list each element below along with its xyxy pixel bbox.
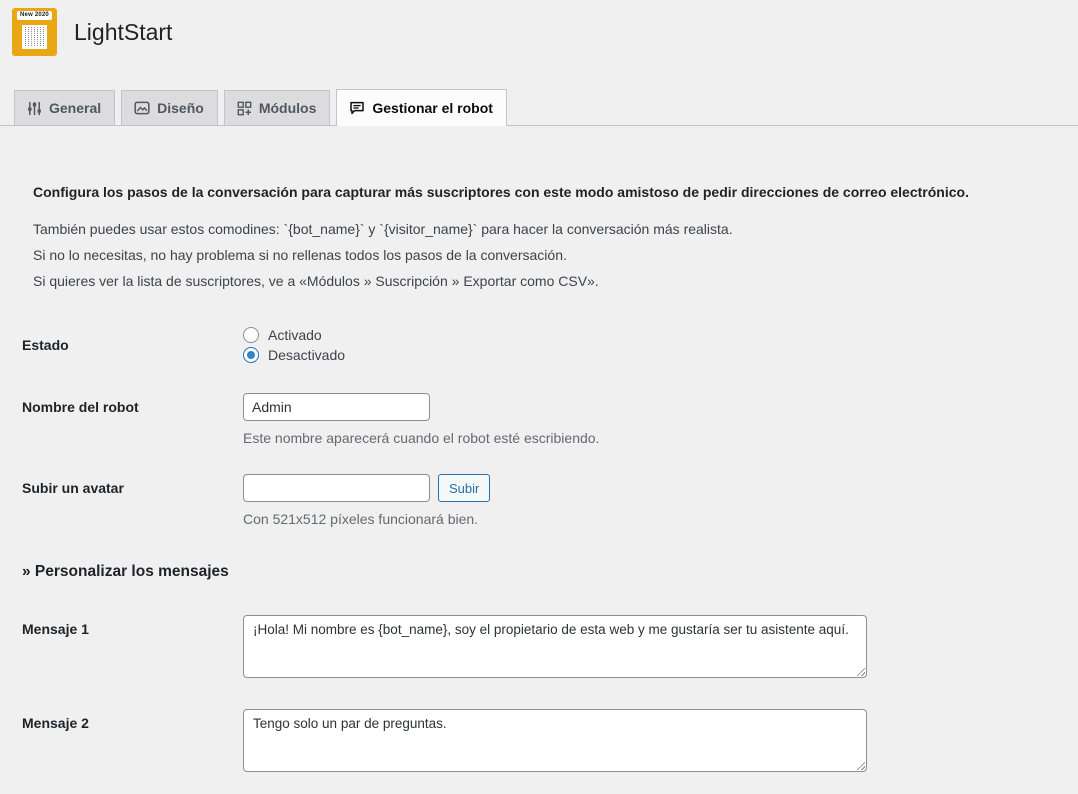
lightstart-logo: [12, 8, 57, 56]
tab-gestionar-el-robot[interactable]: [336, 89, 507, 126]
message2-row: [0, 709, 1078, 772]
avatar-input[interactable]: [243, 474, 430, 502]
messages-section-heading: » Personalizar los mensajes: [22, 563, 229, 580]
chat-bubble-icon: [349, 100, 365, 116]
avatar-row: [0, 474, 1078, 527]
robot-settings-form: [0, 325, 1078, 772]
bot-name-label: Nombre del robot: [22, 399, 139, 415]
sliders-icon: [27, 101, 42, 116]
intro-paragraph: Si quieres ver la lista de suscriptores, ve a «Módulos » Suscripción » Exportar como CSV».: [33, 273, 599, 289]
tab-label: Diseño: [157, 100, 204, 116]
radio-label: Activado: [268, 327, 322, 343]
radio-option-activado[interactable]: [243, 325, 1078, 345]
tab-modulos[interactable]: [224, 90, 331, 125]
intro-text: [0, 182, 1078, 291]
bot-name-description: Este nombre aparecerá cuando el robot esté escribiendo.: [243, 430, 600, 446]
intro-paragraph: Si no lo necesitas, no hay problema si no rellenas todos los pasos de la conversación.: [33, 247, 567, 263]
logo-badge: New 2020: [17, 11, 52, 20]
avatar-label: Subir un avatar: [22, 480, 124, 496]
logo-grid-pattern: [22, 25, 47, 49]
avatar-description: Con 521x512 píxeles funcionará bien.: [243, 511, 479, 527]
message2-label: Mensaje 2: [22, 715, 89, 731]
intro-lead: Configura los pasos de la conversación para capturar más suscriptores con este modo amistoso de pedir direcciones de correo electrónico.: [33, 184, 969, 200]
upload-button[interactable]: Subir: [438, 474, 490, 502]
plugin-header: [0, 0, 1078, 56]
message2-textarea[interactable]: [243, 709, 867, 772]
tab-diseno[interactable]: [121, 90, 218, 125]
message1-label: Mensaje 1: [22, 621, 89, 637]
radio-option-desactivado[interactable]: [243, 345, 1078, 365]
modules-icon: [237, 101, 252, 116]
radio-activado[interactable]: [243, 327, 259, 343]
tab-label: Gestionar el robot: [372, 100, 493, 116]
message1-textarea[interactable]: [243, 615, 867, 678]
message1-row: [0, 615, 1078, 678]
estado-row: [0, 325, 1078, 365]
tab-label: General: [49, 100, 102, 116]
tab-general[interactable]: [14, 90, 115, 125]
bot-name-input[interactable]: [243, 393, 430, 421]
settings-tab-bar: [0, 89, 1078, 126]
radio-label: Desactivado: [268, 347, 346, 363]
radio-desactivado[interactable]: [243, 347, 259, 363]
page-title: LightStart: [74, 18, 173, 45]
image-icon: [134, 100, 150, 116]
tab-label: Módulos: [258, 100, 317, 116]
intro-paragraph: También puedes usar estos comodines: `{bot_name}` y `{visitor_name}` para hacer la conversación más realista.: [33, 221, 733, 237]
bot-name-row: [0, 393, 1078, 446]
estado-label: Estado: [22, 337, 69, 353]
